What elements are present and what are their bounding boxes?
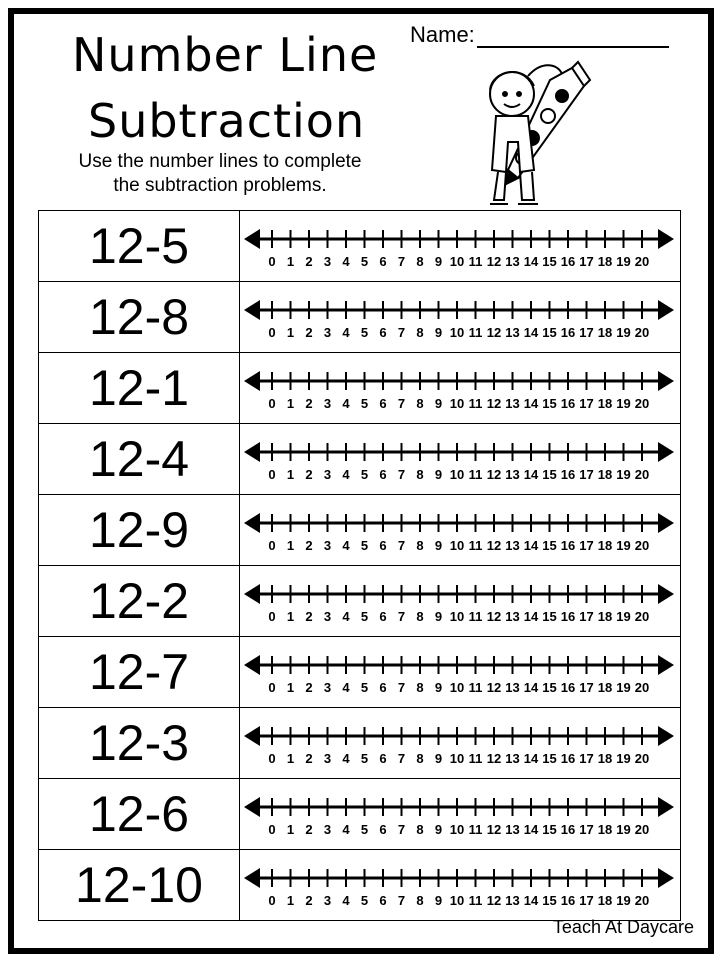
number-line[interactable] (240, 495, 680, 565)
number-line-tick-label: 10 (449, 893, 465, 908)
number-line-cell[interactable] (240, 282, 681, 353)
number-line-tick-label: 13 (505, 609, 520, 624)
number-line-tick-label: 4 (342, 893, 350, 908)
number-line-tick-label: 11 (468, 254, 483, 269)
number-line-tick-label: 1 (286, 609, 295, 624)
number-line-tick-label: 8 (416, 822, 424, 837)
number-line-tick-label: 9 (434, 396, 443, 411)
number-line-tick-label: 15 (542, 609, 557, 624)
number-line-tick-label: 17 (579, 822, 594, 837)
number-line-tick-label: 16 (560, 396, 576, 411)
number-line-tick-label: 12 (486, 609, 502, 624)
problem-row (39, 566, 681, 637)
number-line-tick-label: 9 (434, 467, 443, 482)
number-line-tick-label: 3 (323, 538, 332, 553)
number-line-tick-label: 1 (286, 751, 295, 766)
number-line-tick-label: 18 (597, 396, 613, 411)
number-line-tick-label: 4 (342, 680, 350, 695)
number-line-tick-label: 6 (379, 254, 387, 269)
number-line-tick-label: 12 (486, 538, 502, 553)
number-line-tick-label: 11 (468, 609, 483, 624)
problem-row (39, 637, 681, 708)
number-line-tick-label: 2 (305, 680, 313, 695)
number-line-tick-label: 3 (323, 467, 332, 482)
number-line-tick-label: 20 (634, 467, 650, 482)
number-line-tick-label: 10 (449, 609, 465, 624)
number-line-tick-label: 15 (542, 893, 557, 908)
number-line-tick-label: 9 (434, 751, 443, 766)
number-line-tick-label: 19 (616, 822, 631, 837)
number-line-tick-label: 14 (523, 680, 539, 695)
number-line-tick-label: 15 (542, 680, 557, 695)
number-line-tick-label: 2 (305, 325, 313, 340)
instructions (40, 150, 400, 198)
number-line-tick-label: 8 (416, 325, 424, 340)
problem-expression: 12-10 (39, 850, 240, 921)
number-line-tick-label: 5 (360, 609, 369, 624)
number-line-tick-label: 14 (523, 254, 539, 269)
number-line-tick-label: 0 (268, 609, 276, 624)
number-line-tick-label: 4 (342, 467, 350, 482)
number-line-tick-label: 14 (523, 822, 539, 837)
number-line-cell[interactable] (240, 850, 681, 921)
number-line-tick-label: 10 (449, 396, 465, 411)
number-line-tick-label: 17 (579, 751, 594, 766)
number-line[interactable] (240, 637, 680, 707)
number-line-cell[interactable] (240, 566, 681, 637)
number-line[interactable] (240, 282, 680, 352)
number-line-tick-label: 5 (360, 396, 369, 411)
problem-row (39, 211, 681, 282)
arrow-right-icon (658, 300, 674, 320)
number-line-tick-label: 4 (342, 254, 350, 269)
number-line-tick-label: 5 (360, 680, 369, 695)
number-line-tick-label: 8 (416, 609, 424, 624)
number-line-tick-label: 6 (379, 893, 387, 908)
number-line-tick-label: 18 (597, 893, 613, 908)
name-label: Name: (410, 22, 475, 47)
arrow-right-icon (658, 229, 674, 249)
number-line-tick-label: 16 (560, 538, 576, 553)
number-line-tick-label: 0 (268, 467, 276, 482)
number-line-cell[interactable] (240, 353, 681, 424)
number-line-tick-label: 17 (579, 680, 594, 695)
number-line-tick-label: 5 (360, 538, 369, 553)
arrow-left-icon (244, 229, 260, 249)
number-line-tick-label: 12 (486, 680, 502, 695)
number-line-tick-label: 6 (379, 396, 387, 411)
number-line-tick-label: 13 (505, 680, 520, 695)
number-line-tick-label: 4 (342, 751, 350, 766)
number-line-tick-label: 20 (634, 822, 650, 837)
number-line-tick-label: 4 (342, 396, 350, 411)
number-line-tick-label: 17 (579, 609, 594, 624)
number-line-tick-label: 9 (434, 893, 443, 908)
problem-expression: 12-3 (39, 708, 240, 779)
number-line-tick-label: 8 (416, 254, 424, 269)
number-line-tick-label: 15 (542, 751, 557, 766)
number-line-tick-label: 8 (416, 538, 424, 553)
number-line[interactable] (240, 708, 680, 778)
number-line-tick-label: 19 (616, 325, 631, 340)
number-line-tick-label: 4 (342, 538, 350, 553)
number-line-tick-label: 7 (397, 609, 406, 624)
number-line-tick-label: 2 (305, 538, 313, 553)
number-line-tick-label: 14 (523, 467, 539, 482)
number-line-tick-label: 15 (542, 325, 557, 340)
number-line-tick-label: 17 (579, 254, 594, 269)
number-line-tick-label: 11 (468, 822, 483, 837)
problem-row (39, 495, 681, 566)
number-line-tick-label: 1 (286, 822, 295, 837)
number-line-tick-label: 13 (505, 254, 520, 269)
number-line-tick-label: 15 (542, 822, 557, 837)
number-line-tick-label: 2 (305, 396, 313, 411)
number-line-tick-label: 16 (560, 680, 576, 695)
number-line-tick-label: 7 (397, 751, 406, 766)
title-line-1: Number Line (72, 28, 379, 82)
number-line-tick-label: 7 (397, 396, 406, 411)
number-line-tick-label: 16 (560, 609, 576, 624)
number-line-tick-label: 14 (523, 538, 539, 553)
number-line-tick-label: 2 (305, 893, 313, 908)
arrow-right-icon (658, 655, 674, 675)
number-line-tick-label: 16 (560, 325, 576, 340)
number-line-tick-label: 20 (634, 893, 650, 908)
number-line-tick-label: 16 (560, 751, 576, 766)
problem-expression: 12-5 (39, 211, 240, 282)
number-line-tick-label: 1 (286, 538, 295, 553)
arrow-right-icon (658, 868, 674, 888)
number-line-tick-label: 19 (616, 893, 631, 908)
number-line-tick-label: 3 (323, 822, 332, 837)
number-line-tick-label: 6 (379, 822, 387, 837)
number-line-tick-label: 6 (379, 609, 387, 624)
number-line-tick-label: 0 (268, 396, 276, 411)
number-line-tick-label: 4 (342, 325, 350, 340)
number-line-tick-label: 7 (397, 538, 406, 553)
number-line-tick-label: 9 (434, 822, 443, 837)
number-line-tick-label: 8 (416, 467, 424, 482)
problem-expression: 12-9 (39, 495, 240, 566)
number-line-tick-label: 2 (305, 467, 313, 482)
number-line-tick-label: 6 (379, 325, 387, 340)
number-line-tick-label: 3 (323, 680, 332, 695)
number-line-tick-label: 6 (379, 680, 387, 695)
number-line-tick-label: 1 (286, 396, 295, 411)
arrow-right-icon (658, 371, 674, 391)
problem-row (39, 708, 681, 779)
number-line-tick-label: 13 (505, 822, 520, 837)
number-line-tick-label: 12 (486, 254, 502, 269)
problem-row (39, 282, 681, 353)
number-line-tick-label: 10 (449, 751, 465, 766)
number-line-tick-label: 12 (486, 822, 502, 837)
number-line-tick-label: 6 (379, 751, 387, 766)
number-line-tick-label: 3 (323, 325, 332, 340)
number-line-tick-label: 4 (342, 822, 350, 837)
number-line-tick-label: 9 (434, 609, 443, 624)
number-line-tick-label: 20 (634, 325, 650, 340)
number-line-tick-label: 12 (486, 396, 502, 411)
number-line-tick-label: 3 (323, 254, 332, 269)
number-line-tick-label: 19 (616, 467, 631, 482)
number-line-tick-label: 8 (416, 893, 424, 908)
number-line-tick-label: 0 (268, 893, 276, 908)
number-line-tick-label: 16 (560, 893, 576, 908)
number-line-tick-label: 19 (616, 751, 631, 766)
number-line-tick-label: 1 (286, 893, 295, 908)
number-line-tick-label: 20 (634, 254, 650, 269)
number-line-tick-label: 15 (542, 396, 557, 411)
number-line-cell[interactable] (240, 708, 681, 779)
arrow-left-icon (244, 442, 260, 462)
number-line-tick-label: 16 (560, 254, 576, 269)
arrow-right-icon (658, 797, 674, 817)
number-line-tick-label: 0 (268, 680, 276, 695)
number-line-tick-label: 10 (449, 325, 465, 340)
number-line[interactable] (240, 566, 680, 636)
number-line-tick-label: 11 (468, 751, 483, 766)
problem-row (39, 353, 681, 424)
number-line-tick-label: 14 (523, 325, 539, 340)
number-line-tick-label: 10 (449, 822, 465, 837)
number-line-tick-label: 17 (579, 325, 594, 340)
number-line-tick-label: 1 (286, 467, 295, 482)
number-line-tick-label: 7 (397, 254, 406, 269)
number-line-tick-label: 14 (523, 609, 539, 624)
number-line-tick-label: 2 (305, 254, 313, 269)
number-line-tick-label: 13 (505, 893, 520, 908)
number-line-tick-label: 18 (597, 680, 613, 695)
number-line-tick-label: 11 (468, 680, 483, 695)
number-line-tick-label: 9 (434, 254, 443, 269)
number-line-tick-label: 12 (486, 467, 502, 482)
number-line-cell[interactable] (240, 211, 681, 282)
number-line-tick-label: 5 (360, 751, 369, 766)
number-line-tick-label: 7 (397, 467, 406, 482)
number-line-tick-label: 20 (634, 396, 650, 411)
number-line-tick-label: 2 (305, 609, 313, 624)
number-line-tick-label: 10 (449, 254, 465, 269)
number-line[interactable] (240, 424, 680, 494)
number-line-cell[interactable] (240, 779, 681, 850)
number-line-tick-label: 0 (268, 254, 276, 269)
number-line-tick-label: 1 (286, 680, 295, 695)
arrow-right-icon (658, 584, 674, 604)
number-line-tick-label: 13 (505, 396, 520, 411)
number-line-tick-label: 5 (360, 254, 369, 269)
number-line-tick-label: 5 (360, 467, 369, 482)
number-line-tick-label: 8 (416, 680, 424, 695)
number-line-tick-label: 19 (616, 396, 631, 411)
number-line-tick-label: 18 (597, 609, 613, 624)
number-line-tick-label: 13 (505, 325, 520, 340)
number-line-tick-label: 7 (397, 822, 406, 837)
arrow-left-icon (244, 655, 260, 675)
number-line-tick-label: 6 (379, 467, 387, 482)
number-line-tick-label: 3 (323, 609, 332, 624)
number-line-tick-label: 15 (542, 254, 557, 269)
number-line[interactable] (240, 850, 680, 920)
number-line-cell[interactable] (240, 495, 681, 566)
problem-expression: 12-2 (39, 566, 240, 637)
number-line-tick-label: 4 (342, 609, 350, 624)
number-line-tick-label: 11 (468, 893, 483, 908)
number-line-tick-label: 0 (268, 538, 276, 553)
problem-expression: 12-4 (39, 424, 240, 495)
number-line-tick-label: 11 (468, 325, 483, 340)
number-line-cell[interactable] (240, 424, 681, 495)
number-line-tick-label: 17 (579, 396, 594, 411)
number-line-tick-label: 1 (286, 325, 295, 340)
name-field[interactable] (410, 22, 669, 48)
number-line-tick-label: 11 (468, 467, 483, 482)
number-line-tick-label: 19 (616, 680, 631, 695)
problem-expression: 12-1 (39, 353, 240, 424)
number-line-tick-label: 7 (397, 325, 406, 340)
number-line-tick-label: 12 (486, 893, 502, 908)
arrow-left-icon (244, 300, 260, 320)
arrow-left-icon (244, 371, 260, 391)
number-line[interactable] (240, 779, 680, 849)
instructions-line-1: Use the number lines to complete (78, 151, 362, 172)
number-line-tick-label: 18 (597, 751, 613, 766)
number-line-tick-label: 3 (323, 751, 332, 766)
number-line-tick-label: 20 (634, 680, 650, 695)
number-line-tick-label: 18 (597, 538, 613, 553)
title-line-2: Subtraction (88, 94, 366, 148)
number-line-tick-label: 2 (305, 822, 313, 837)
number-line-tick-label: 18 (597, 325, 613, 340)
number-line-tick-label: 17 (579, 538, 594, 553)
number-line-tick-label: 13 (505, 467, 520, 482)
number-line-tick-label: 15 (542, 538, 557, 553)
instructions-line-2: the subtraction problems. (113, 175, 327, 196)
problems-table (38, 210, 681, 921)
arrow-right-icon (658, 442, 674, 462)
number-line-tick-label: 16 (560, 467, 576, 482)
number-line-tick-label: 14 (523, 751, 539, 766)
number-line-tick-label: 12 (486, 751, 502, 766)
number-line-tick-label: 17 (579, 467, 594, 482)
number-line-tick-label: 15 (542, 467, 557, 482)
number-line-tick-label: 9 (434, 680, 443, 695)
arrow-right-icon (658, 513, 674, 533)
number-line-tick-label: 20 (634, 538, 650, 553)
arrow-left-icon (244, 584, 260, 604)
arrow-right-icon (658, 726, 674, 746)
number-line[interactable] (240, 211, 680, 281)
problem-expression: 12-8 (39, 282, 240, 353)
number-line-tick-label: 11 (468, 396, 483, 411)
number-line-tick-label: 3 (323, 893, 332, 908)
arrow-left-icon (244, 726, 260, 746)
credit-text: Teach At Daycare (552, 917, 694, 937)
problem-row (39, 424, 681, 495)
number-line-tick-label: 6 (379, 538, 387, 553)
number-line-tick-label: 5 (360, 893, 369, 908)
number-line-tick-label: 10 (449, 467, 465, 482)
number-line-tick-label: 0 (268, 822, 276, 837)
number-line-tick-label: 20 (634, 609, 650, 624)
number-line-tick-label: 19 (616, 538, 631, 553)
number-line-tick-label: 19 (616, 254, 631, 269)
number-line-tick-label: 14 (523, 893, 539, 908)
number-line-tick-label: 3 (323, 396, 332, 411)
number-line-tick-label: 8 (416, 396, 424, 411)
number-line-tick-label: 1 (286, 254, 295, 269)
girl-with-pencil-icon (462, 50, 592, 210)
arrow-left-icon (244, 797, 260, 817)
number-line-tick-label: 11 (468, 538, 483, 553)
number-line-tick-label: 9 (434, 538, 443, 553)
number-line-tick-label: 16 (560, 822, 576, 837)
problem-expression: 12-6 (39, 779, 240, 850)
number-line-tick-label: 9 (434, 325, 443, 340)
number-line-tick-label: 10 (449, 538, 465, 553)
number-line-tick-label: 8 (416, 751, 424, 766)
number-line-tick-label: 18 (597, 254, 613, 269)
problem-row (39, 850, 681, 921)
number-line[interactable] (240, 353, 680, 423)
number-line-tick-label: 5 (360, 325, 369, 340)
arrow-left-icon (244, 868, 260, 888)
number-line-tick-label: 2 (305, 751, 313, 766)
number-line-tick-label: 12 (486, 325, 502, 340)
arrow-left-icon (244, 513, 260, 533)
number-line-tick-label: 0 (268, 751, 276, 766)
number-line-tick-label: 13 (505, 751, 520, 766)
number-line-tick-label: 13 (505, 538, 520, 553)
number-line-tick-label: 5 (360, 822, 369, 837)
number-line-tick-label: 18 (597, 822, 613, 837)
problem-expression: 12-7 (39, 637, 240, 708)
number-line-tick-label: 7 (397, 680, 406, 695)
number-line-tick-label: 14 (523, 396, 539, 411)
name-blank-line[interactable] (477, 24, 669, 48)
number-line-tick-label: 0 (268, 325, 276, 340)
number-line-tick-label: 18 (597, 467, 613, 482)
number-line-cell[interactable] (240, 637, 681, 708)
number-line-tick-label: 17 (579, 893, 594, 908)
problem-row (39, 779, 681, 850)
number-line-tick-label: 20 (634, 751, 650, 766)
number-line-tick-label: 7 (397, 893, 406, 908)
number-line-tick-label: 10 (449, 680, 465, 695)
number-line-tick-label: 19 (616, 609, 631, 624)
